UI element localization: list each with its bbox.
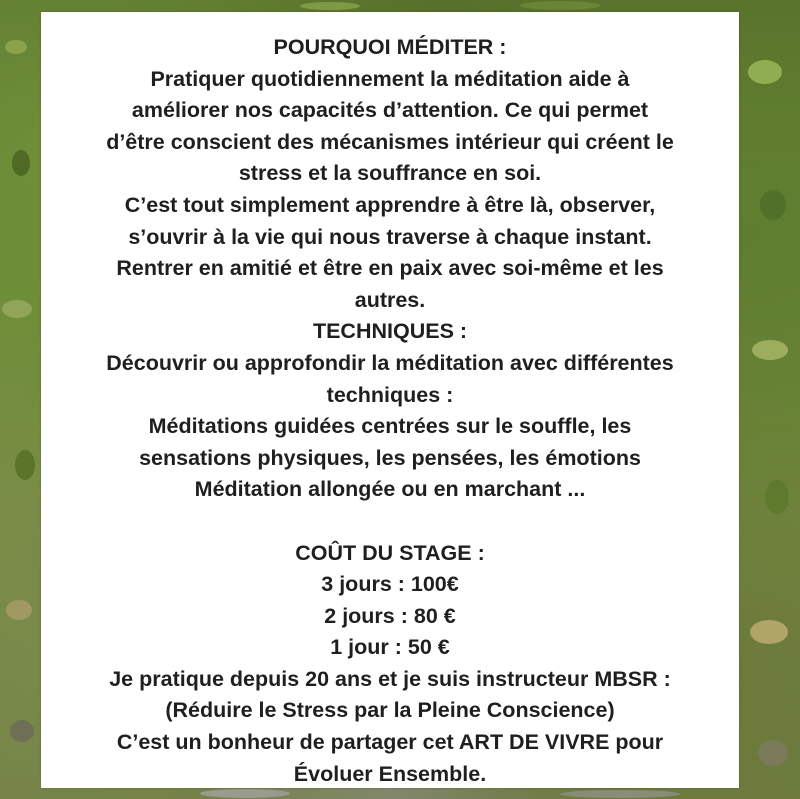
closing-line: Évoluer Ensemble. [293,761,487,786]
why-line: Pratiquer quotidiennement la méditation aide à [150,66,630,91]
techniques-line: sensations physiques, les pensées, les émotions [139,445,641,470]
closing-line: Je pratique depuis 20 ans et je suis instructeur MBSR : [109,666,671,691]
closing-line: C’est un bonheur de partager cet ART DE VIVRE pour [116,730,664,755]
why-line: stress et la souffrance en soi. [238,161,542,186]
spacer [41,506,739,538]
flyer-card [41,12,739,788]
why-line: C’est tout simplement apprendre à être là, observer, [124,192,656,217]
techniques-line: Découvrir ou approfondir la méditation avec différentes [106,350,674,375]
techniques-heading: TECHNIQUES : [312,319,468,344]
cost-line: 3 jours : 100€ [321,572,459,597]
why-heading: POURQUOI MÉDITER : [273,35,507,59]
techniques-line: techniques : [326,382,454,407]
techniques-line: Méditation allongée ou en marchant ... [194,477,586,502]
why-line: autres. [354,287,426,312]
cost-heading: COÛT DU STAGE : [295,540,485,565]
cost-line: 2 jours : 80 € [324,603,456,628]
closing-line: (Réduire le Stress par la Pleine Conscience) [165,698,615,723]
why-line: Rentrer en amitié et être en paix avec soi-même et les [116,256,664,281]
cost-line: 1 jour : 50 € [330,635,450,660]
why-line: d’être conscient des mécanismes intérieur qui créent le [106,129,674,154]
why-line: améliorer nos capacités d’attention. Ce qui permet [131,98,649,123]
flyer-content [41,32,739,790]
why-line: s’ouvrir à la vie qui nous traverse à chaque instant. [128,224,652,249]
techniques-line: Méditations guidées centrées sur le souffle, les [148,414,632,439]
